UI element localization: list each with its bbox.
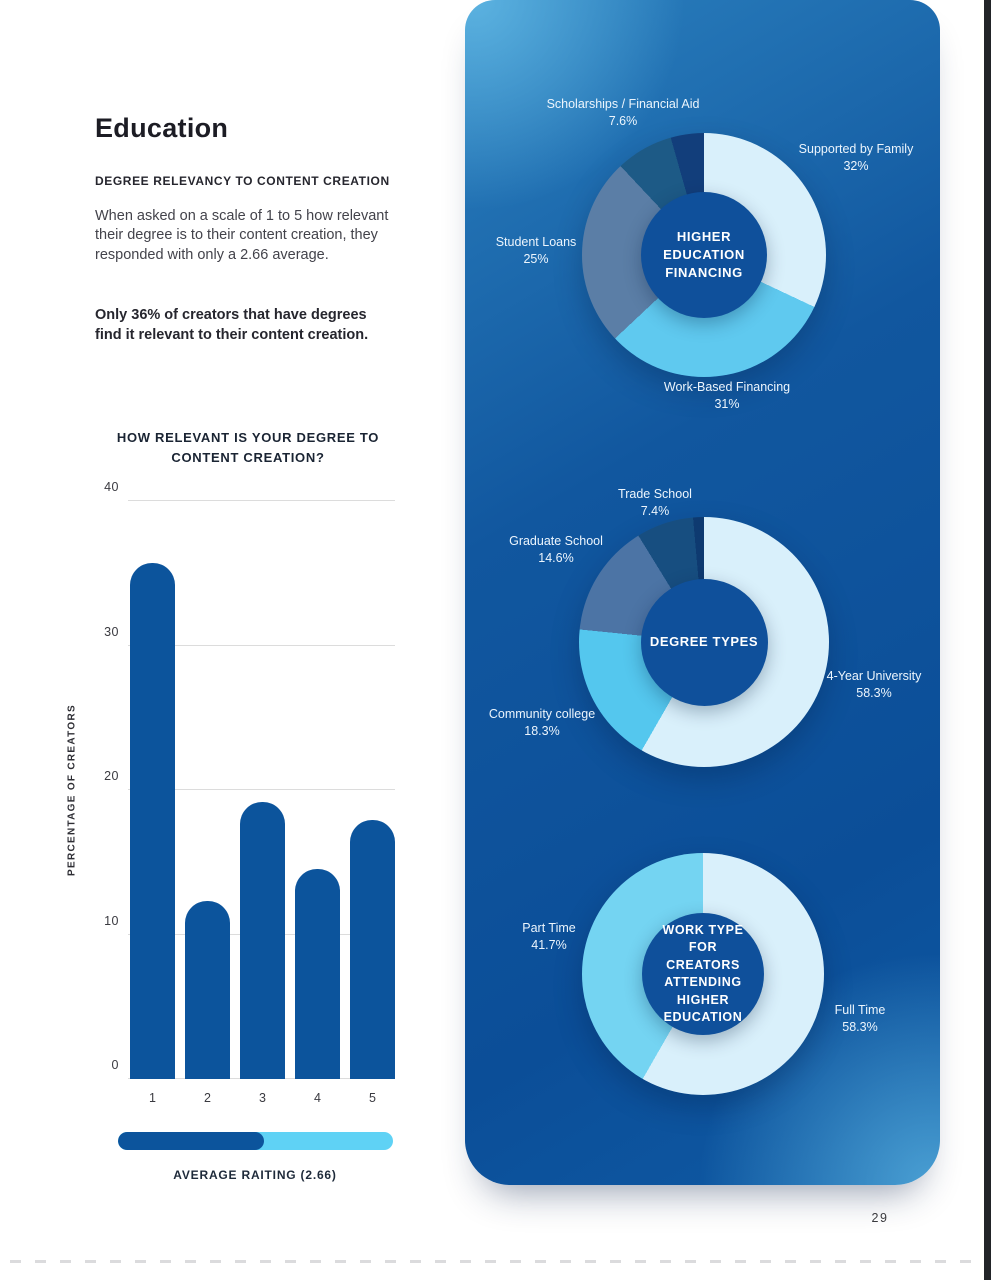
bar-plot (104, 480, 395, 1105)
slice-label-scholarships-financial-aid: Scholarships / Financial Aid 7.6% (546, 97, 700, 128)
y-tick-20: 20 (104, 769, 119, 783)
donut-chart-higher-education-financing (582, 133, 826, 377)
slice-label-supported-by-family: Supported by Family 32% (798, 142, 914, 173)
slice-label-student-loans: Student Loans 25% (495, 235, 577, 266)
x-tick-5: 5 (369, 1091, 376, 1105)
donut-center-title: CREATORS (666, 957, 740, 972)
donut-center-higher-education-financing (641, 192, 767, 318)
y-axis-label: PERCENTAGE OF CREATORS (66, 704, 78, 876)
y-tick-40: 40 (104, 480, 119, 494)
x-tick-3: 3 (259, 1091, 266, 1105)
charts-panel (465, 0, 940, 1185)
donut-chart-work-type (582, 853, 824, 1095)
slice-label-work-based-financing: Work-Based Financing 31% (663, 380, 791, 411)
donut-center-work-type (642, 913, 764, 1035)
slice-label-community-college: Community college 18.3% (488, 707, 596, 738)
slice-label-4-year-university: 4-Year University 58.3% (826, 669, 922, 700)
section-heading: DEGREE RELEVANCY TO CONTENT CREATION (95, 173, 390, 188)
y-tick-30: 30 (104, 624, 119, 639)
page-title: Education (95, 113, 229, 144)
donut-center-title: FOR (688, 940, 718, 954)
x-tick-4: 4 (314, 1091, 321, 1105)
average-rating-label: AVERAGE RAITING (2.66) (173, 1168, 337, 1182)
donut-center-title: WORK TYPE (662, 922, 744, 937)
donut-center-title: EDUCATION (663, 1010, 743, 1024)
bar-rating-3 (240, 802, 285, 1105)
donut-center-title: ATTENDING (664, 975, 742, 989)
average-rating-bar (118, 1132, 393, 1150)
donut-center-title: FINANCING (665, 265, 743, 281)
bar-rating-5 (350, 820, 395, 1105)
slice-label-full-time: Full Time 58.3% (834, 1003, 886, 1034)
highlight-paragraph: Only 36% of creators that have degrees find it relevant to their content creation. (95, 306, 369, 343)
page-number: 29 (871, 1211, 889, 1225)
donut-center-title: HIGHER (676, 228, 732, 244)
slice-label-graduate-school: Graduate School 14.6% (509, 534, 603, 565)
slice-label-trade-school: Trade School 7.4% (618, 487, 692, 518)
intro-paragraph: When asked on a scale of 1 to 5 how relevant their degree is to their content creation, they responded with only a 2.66 average. (95, 207, 389, 263)
x-tick-2: 2 (204, 1091, 211, 1105)
window-edge (984, 0, 991, 1280)
donut-center-title: HIGHER (676, 992, 730, 1007)
bar-rating-1 (130, 563, 175, 1105)
slice-label-part-time: Part Time 41.7% (522, 921, 576, 952)
y-tick-0: 0 (111, 1058, 119, 1072)
donut-center-title: EDUCATION (663, 246, 745, 262)
donut-chart-degree-types (579, 517, 829, 767)
x-tick-1: 1 (149, 1091, 156, 1105)
donut-center-title: DEGREE TYPES (649, 633, 759, 649)
bar-rating-4 (295, 869, 340, 1105)
gridline-40 (128, 500, 395, 501)
average-rating-fill (118, 1132, 264, 1150)
bar-rating-2 (185, 901, 230, 1105)
donut-center-degree-types (641, 579, 768, 706)
bar-chart-title: HOW RELEVANT IS YOUR DEGREE TO CONTENT CREATION? (116, 430, 380, 465)
next-page-peek (10, 1260, 978, 1263)
y-tick-10: 10 (104, 913, 119, 928)
